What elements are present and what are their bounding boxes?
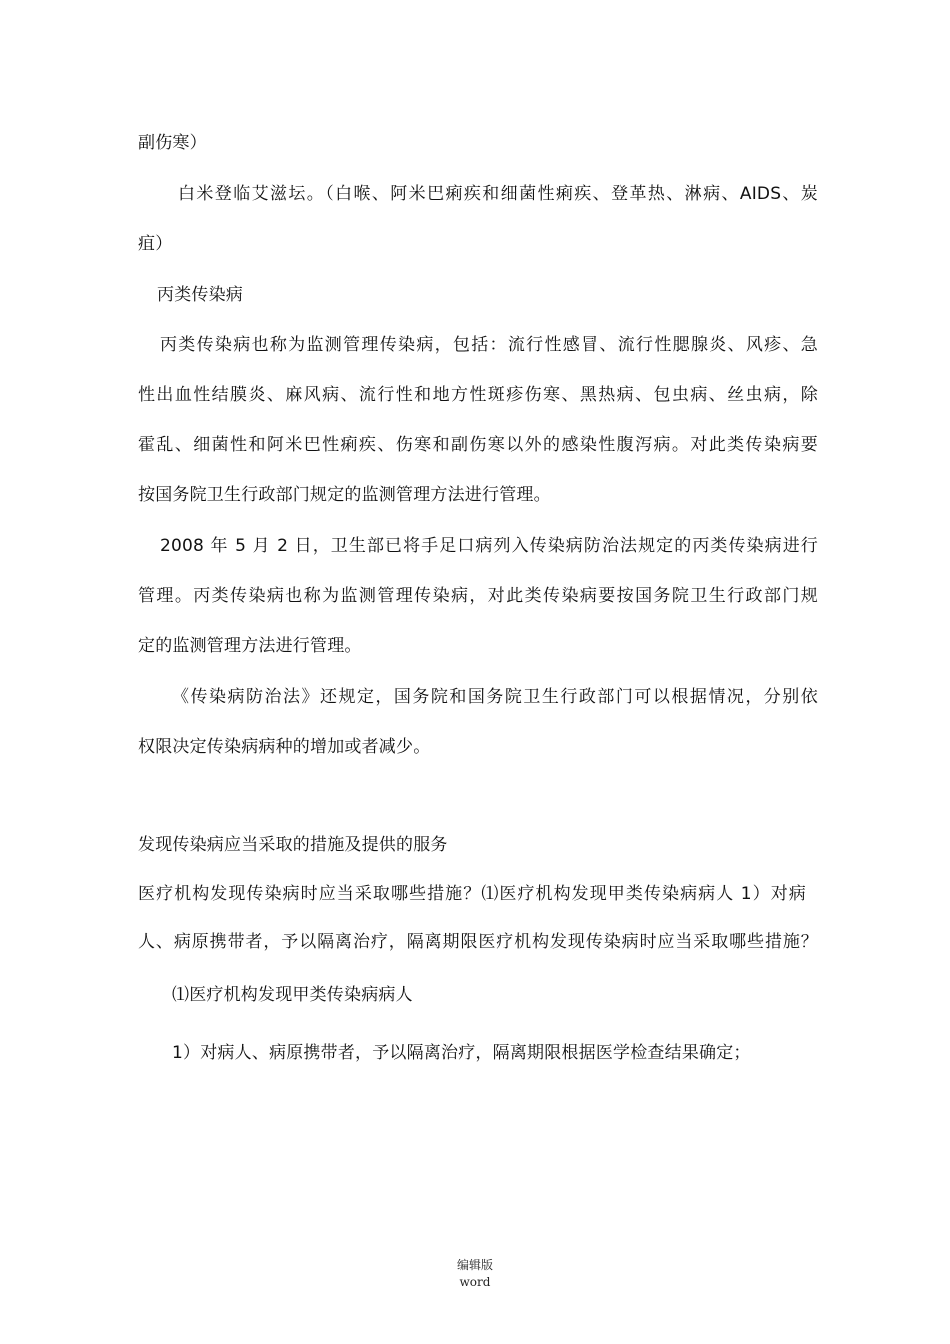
text-line-13: 权限决定传染病病种的增加或者减少。 <box>138 737 431 757</box>
text-line-11: 定的监测管理方法进行管理。 <box>138 636 362 656</box>
text-line-1: 副伤寒） <box>138 133 207 153</box>
text-line-2: 白米登临艾滋坛。（白喉、阿米巴痢疾和细菌性痢疾、登革热、淋病、AIDS、炭 <box>178 184 818 204</box>
text-line-12: 《传染病防治法》还规定，国务院和国务院卫生行政部门可以根据情况，分别依 <box>172 687 818 707</box>
text-line-16: 人、病原携带者，予以隔离治疗，隔离期限医疗机构发现传染病时应当采取哪些措施？ <box>138 932 818 952</box>
text-line-8: 按国务院卫生行政部门规定的监测管理方法进行管理。 <box>138 485 551 505</box>
text-line-7: 霍乱、细菌性和阿米巴性痢疾、伤寒和副伤寒以外的感染性腹泻病。对此类传染病要 <box>138 435 818 455</box>
text-line-17: ⑴医疗机构发现甲类传染病病人 <box>172 985 413 1005</box>
section-heading-bing-class: 丙类传染病 <box>157 285 243 305</box>
text-line-15: 医疗机构发现传染病时应当采取哪些措施？⑴医疗机构发现甲类传染病病人 1）对病 <box>138 884 806 904</box>
text-line-6: 性出血性结膜炎、麻风病、流行性和地方性斑疹伤寒、黑热病、包虫病、丝虫病，除 <box>138 385 818 405</box>
footer-word: word <box>459 1275 491 1289</box>
section-heading-measures: 发现传染病应当采取的措施及提供的服务 <box>138 835 448 855</box>
footer-edit-version: 编辑版 <box>456 1258 493 1272</box>
text-line-18: 1）对病人、病原携带者，予以隔离治疗，隔离期限根据医学检查结果确定； <box>172 1043 751 1063</box>
text-line-9: 2008 年 5 月 2 日，卫生部已将手足口病列入传染病防治法规定的丙类传染病进行 <box>160 536 818 556</box>
text-line-3: 疽） <box>138 234 173 254</box>
text-line-5: 丙类传染病也称为监测管理传染病，包括：流行性感冒、流行性腮腺炎、风疹、急 <box>160 335 818 355</box>
text-line-10: 管理。丙类传染病也称为监测管理传染病，对此类传染病要按国务院卫生行政部门规 <box>138 586 818 606</box>
